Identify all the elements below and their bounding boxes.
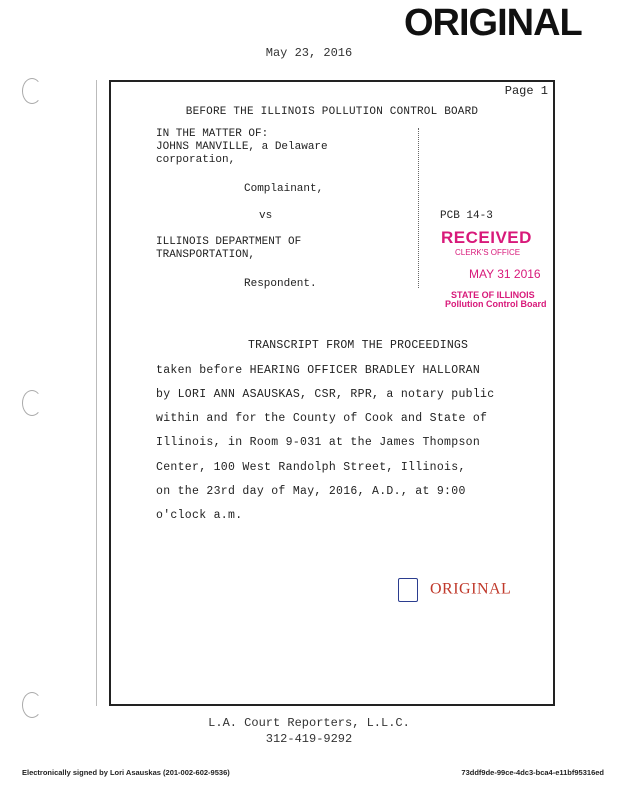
- caption-line-4: ILLINOIS DEPARTMENT OF: [156, 236, 302, 248]
- received-date: MAY 31 2016: [469, 267, 541, 281]
- board-header: BEFORE THE ILLINOIS POLLUTION CONTROL BOARD: [185, 106, 479, 118]
- transcript-line: Center, 100 West Randolph Street, Illinois,: [156, 461, 466, 474]
- transcript-line: taken before HEARING OFFICER BRADLEY HALLORAN: [156, 364, 481, 377]
- transcript-line: o'clock a.m.: [156, 509, 243, 522]
- caption-line-3: corporation,: [156, 154, 236, 166]
- received-title: RECEIVED: [441, 228, 532, 247]
- punch-hole-bottom: [22, 692, 42, 718]
- caption-brace: [418, 128, 420, 288]
- signature-note: Electronically signed by Lori Asauskas (201-002-602-9536): [22, 768, 230, 777]
- transcript-line: Illinois, in Room 9-031 at the James Thompson: [156, 436, 481, 449]
- footer-company: L.A. Court Reporters, L.L.C.: [208, 716, 410, 730]
- received-state: STATE OF ILLINOIS: [451, 290, 535, 300]
- received-stamp: [441, 228, 547, 309]
- vs-label: vs: [259, 210, 273, 222]
- caption-line-5: TRANSPORTATION,: [156, 249, 256, 261]
- page-number: Page 1: [504, 84, 548, 98]
- received-board: Pollution Control Board: [445, 299, 547, 309]
- scroll-icon: [398, 578, 418, 602]
- original-mark: [398, 578, 511, 602]
- footer-phone: 312-419-9292: [265, 732, 353, 746]
- punch-hole-top: [22, 78, 42, 104]
- document-id: 73ddf9de-99ce-4dc3-bca4-e11bf95316ed: [461, 768, 604, 777]
- punch-hole-middle: [22, 390, 42, 416]
- transcript-line: within and for the County of Cook and State of: [156, 412, 488, 425]
- original-stamp-top: ORIGINAL: [404, 2, 582, 44]
- transcript-title: TRANSCRIPT FROM THE PROCEEDINGS: [248, 339, 469, 352]
- received-office: CLERK'S OFFICE: [455, 248, 521, 257]
- header-date: May 23, 2016: [265, 46, 353, 60]
- transcript-line: on the 23rd day of May, 2016, A.D., at 9:00: [156, 485, 466, 498]
- complainant-label: Complainant,: [244, 183, 324, 195]
- caption-line-2: JOHNS MANVILLE, a Delaware: [156, 141, 328, 153]
- respondent-label: Respondent.: [244, 278, 317, 290]
- margin-rule: [96, 80, 97, 706]
- transcript-line: by LORI ANN ASAUSKAS, CSR, RPR, a notary public: [156, 388, 495, 401]
- original-mark-text: ORIGINAL: [430, 580, 512, 598]
- caption-line-1: IN THE MATTER OF:: [156, 128, 269, 140]
- case-number: PCB 14-3: [440, 210, 493, 222]
